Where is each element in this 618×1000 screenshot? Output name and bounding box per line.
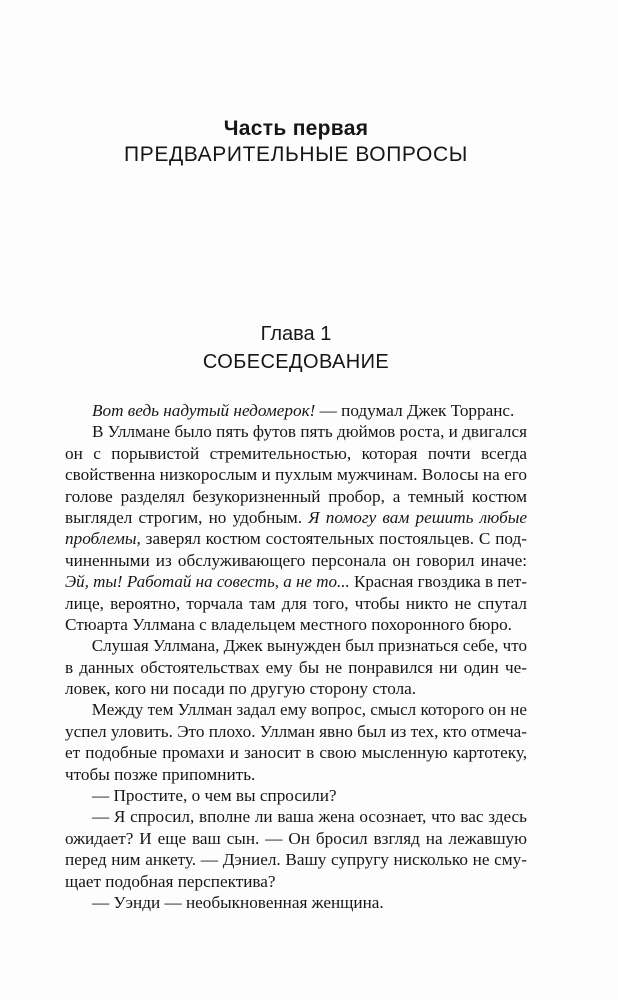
text-run: успел уловить. Это плохо. Уллман явно был из тех, кто отмеча- bbox=[65, 721, 527, 741]
text-line bbox=[65, 593, 527, 614]
text-line bbox=[65, 507, 527, 528]
text-line bbox=[65, 699, 528, 720]
part-name-title: ПРЕДВАРИТЕЛЬНЫЕ ВОПРОСЫ bbox=[124, 143, 468, 166]
text-run: голове разделял безукоризненный пробор, а темный костюм bbox=[65, 486, 527, 506]
text-run: щает подобная перспектива? bbox=[65, 871, 276, 891]
text-run: ловек, кого ни посади по другую сторону стола. bbox=[65, 679, 417, 699]
italic-text-run: Эй, ты! Работай на совесть, а не то... bbox=[65, 572, 350, 592]
text-run: лице, вероятно, торчала там для того, чтобы никто не спутал bbox=[65, 593, 527, 613]
text-line bbox=[65, 421, 526, 442]
text-line bbox=[65, 400, 527, 421]
chapter-title: СОБЕСЕДОВАНИЕ bbox=[202, 351, 390, 373]
text-line bbox=[65, 550, 527, 571]
text-run: он с порывистой стремительностью, которая почти всегда bbox=[65, 443, 527, 463]
text-line bbox=[65, 871, 527, 892]
chapter-number: Глава 1 bbox=[260, 323, 332, 345]
italic-text-run: проблемы bbox=[65, 529, 137, 549]
text-line bbox=[65, 443, 527, 464]
text-line bbox=[65, 678, 527, 699]
body-text bbox=[65, 400, 527, 913]
text-line bbox=[65, 892, 527, 913]
italic-text-run: Вот ведь надутый недомерок! bbox=[92, 401, 316, 420]
text-run: В Уллмане было пять футов пять дюймов роста, и двигался bbox=[91, 422, 528, 442]
text-line bbox=[65, 828, 527, 849]
text-line bbox=[65, 806, 527, 827]
text-run: Красная гвоздика в пет- bbox=[349, 572, 527, 592]
text-run: ет подобные промахи и заносит в свою мысленную картотеку, bbox=[65, 743, 527, 763]
text-run: перед ним анкету. — Дэниел. Вашу супругу нисколько не сму- bbox=[65, 850, 527, 870]
text-line bbox=[65, 742, 527, 763]
part-number-title: Часть первая bbox=[223, 117, 369, 140]
text-run: Между тем Уллман задал ему вопрос, смысл которого он не bbox=[91, 700, 528, 720]
text-run: выглядел строгим, но удобным. bbox=[65, 507, 309, 527]
text-line bbox=[65, 657, 527, 678]
text-line bbox=[65, 721, 527, 742]
text-line bbox=[65, 764, 527, 785]
text-run: — Я спросил, вполне ли ваша жена осознает, что вас здесь bbox=[92, 807, 527, 827]
text-line bbox=[65, 464, 527, 485]
text-run: в данных обстоятельствах ему бы не понравился ни один че- bbox=[65, 657, 527, 677]
text-line bbox=[65, 635, 528, 656]
text-run: Слушая Уллмана, Джек вынужден был признаться себе, что bbox=[91, 636, 528, 656]
text-run: ожидает? И еще ваш сын. — Он бросил взгляд на лежавшую bbox=[65, 828, 527, 848]
text-line bbox=[65, 614, 527, 635]
text-line bbox=[65, 571, 527, 592]
part-heading bbox=[65, 116, 527, 168]
italic-text-run: Я помогу вам решить любые bbox=[308, 507, 527, 527]
text-run: — подумал Джек Торранс. bbox=[315, 401, 515, 420]
text-line bbox=[65, 785, 527, 806]
text-run: — Простите, о чем вы спросили? bbox=[92, 786, 337, 806]
text-run: чиненными из обслуживающего персонала он говорил иначе: bbox=[65, 550, 527, 570]
text-line bbox=[65, 528, 527, 549]
chapter-heading bbox=[65, 320, 527, 376]
text-run: Стюарта Уллмана с владельцем местного похоронного бюро. bbox=[65, 614, 512, 634]
text-line bbox=[65, 486, 527, 507]
text-line bbox=[65, 849, 527, 870]
text-run: — Уэнди — необыкновенная женщина. bbox=[92, 892, 384, 912]
text-run: чтобы позже припомнить. bbox=[65, 764, 256, 784]
text-run: , заверял костюм состоятельных постояльцев. С под- bbox=[136, 529, 527, 549]
text-run: свойственна низкорослым и пухлым мужчинам. Волосы на его bbox=[65, 465, 527, 485]
